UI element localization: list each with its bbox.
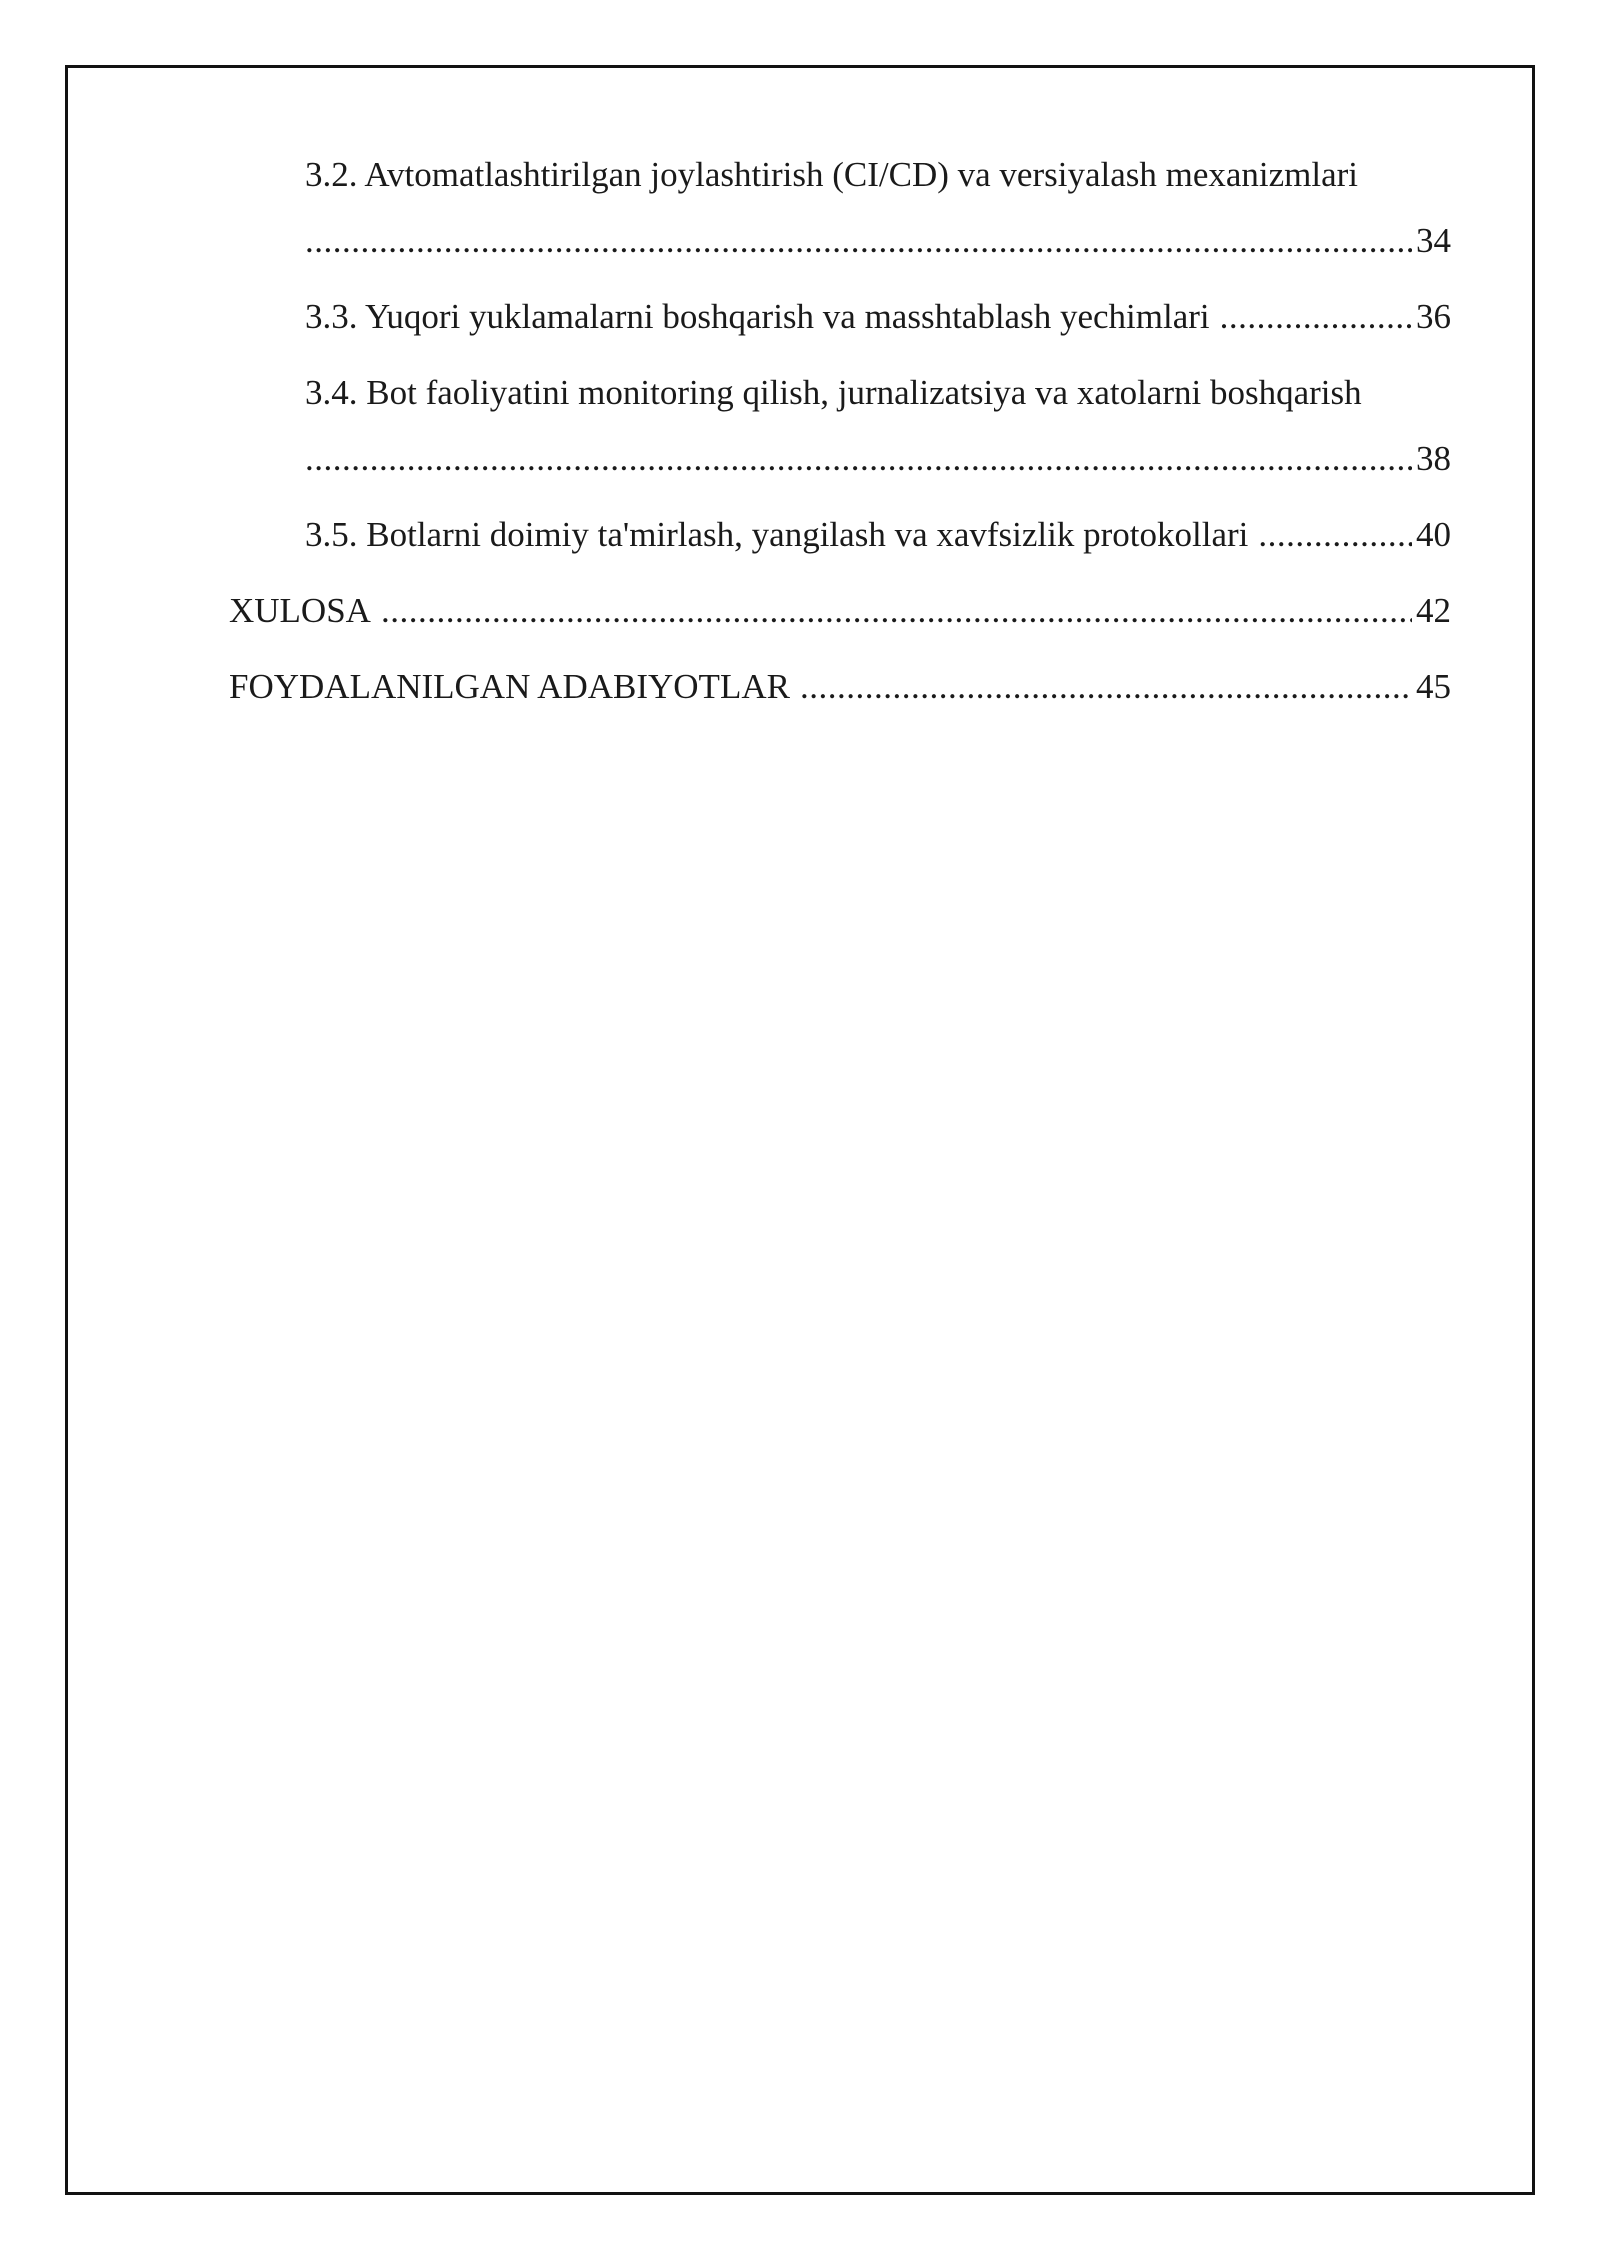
toc-entry-3-5[interactable] (305, 513, 1451, 557)
toc-entry-xulosa[interactable] (229, 589, 1451, 633)
toc-page-number: 45 (1416, 667, 1451, 706)
toc-entry-title: 3.5. Botlarni doimiy ta'mirlash, yangilash va xavfsizlik protokollari (305, 515, 1249, 554)
toc-page-number: 42 (1416, 591, 1451, 630)
toc-page-number: 34 (1416, 221, 1451, 260)
toc-entry-3-2-leader[interactable] (305, 219, 1451, 263)
toc-entry-3-4-title[interactable]: 3.4. Bot faoliyatini monitoring qilish, jurnalizatsiya va xatolarni boshqarish (305, 373, 1362, 412)
dot-leader (1220, 295, 1412, 339)
toc-entry-3-2-title[interactable]: 3.2. Avtomatlashtirilgan joylashtirish (CI/CD) va versiyalash mexanizmlari (305, 155, 1359, 194)
dot-leader (381, 589, 1412, 633)
toc-entry-title: FOYDALANILGAN ADABIYOTLAR (229, 667, 790, 706)
toc-entry-title: 3.3. Yuqori yuklamalarni boshqarish va masshtablash yechimlari (305, 297, 1210, 336)
toc-entry-references[interactable] (229, 665, 1451, 709)
dot-leader (305, 219, 1412, 263)
toc-entry-3-4-leader[interactable] (305, 437, 1451, 481)
dot-leader (1258, 513, 1412, 557)
dot-leader (800, 665, 1412, 709)
dot-leader (305, 437, 1412, 481)
toc-page-number: 40 (1416, 515, 1451, 554)
toc-page-number: 38 (1416, 439, 1451, 478)
toc-page-number: 36 (1416, 297, 1451, 336)
toc-entry-title: XULOSA (229, 591, 371, 630)
toc-entry-3-3[interactable] (305, 295, 1451, 339)
